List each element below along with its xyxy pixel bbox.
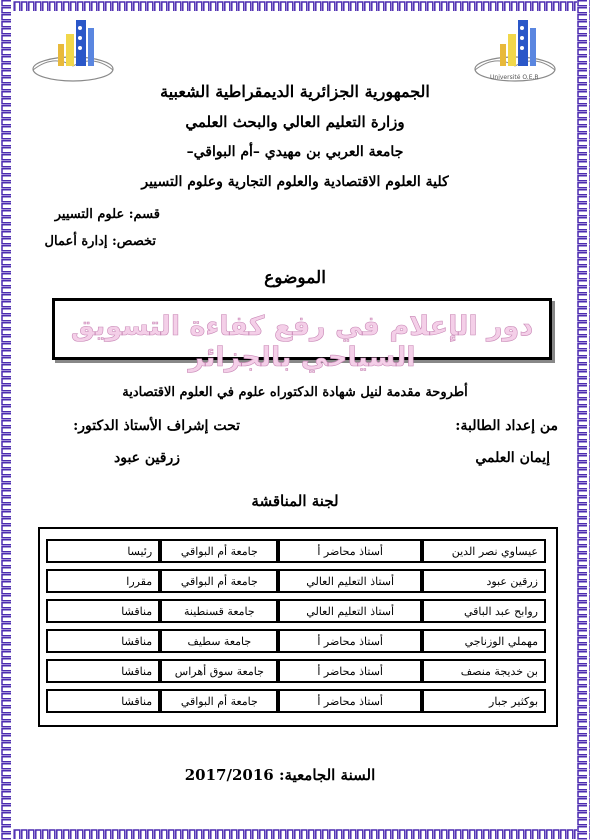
republic-name: الجمهورية الجزائرية الديمقراطية الشعبية (160, 82, 430, 101)
academic-year-value: 2017/2016 (184, 766, 274, 784)
supervisor-name: زرقين عبود (113, 450, 180, 466)
jury-member-institution: جامعة قسنطينة (160, 599, 278, 623)
jury-member-rank: أستاذ محاضر أ (278, 539, 421, 563)
jury-member-rank: أستاذ التعليم العالي (278, 599, 421, 623)
jury-table (46, 533, 546, 719)
university-name: جامعة العربي بن مهيدي –أم البواقي– (186, 144, 404, 160)
academic-year-label: السنة الجامعية: (278, 766, 376, 784)
specialty-label: تخصص: إدارة أعمال (44, 234, 156, 249)
jury-member-rank: أستاذ التعليم العالي (278, 569, 421, 593)
table-row (46, 629, 546, 653)
jury-member-name: بن خديجة منصف (422, 659, 546, 683)
student-name: إيمان العلمي (475, 450, 550, 466)
thesis-title: دور الإعلام في رفع كفاءة التسويق السياحي بالجزائر (70, 311, 534, 373)
jury-member-role: مناقشا (46, 629, 160, 653)
supervisor-label: تحت إشراف الأستاذ الدكتور: (73, 418, 240, 434)
jury-member-role: مقررا (46, 569, 160, 593)
ministry-name: وزارة التعليم العالي والبحث العلمي (185, 113, 405, 131)
jury-member-rank: أستاذ محاضر أ (278, 659, 421, 683)
jury-member-role: مناقشا (46, 659, 160, 683)
jury-member-institution: جامعة سطيف (160, 629, 278, 653)
prepared-by-label: من إعداد الطالبة: (455, 418, 558, 434)
jury-member-name: مهملي الوزناجي (422, 629, 546, 653)
jury-member-rank: أستاذ محاضر أ (278, 629, 421, 653)
table-row (46, 539, 546, 563)
jury-member-role: مناقشا (46, 599, 160, 623)
academic-year-line (150, 766, 410, 784)
thesis-subtitle: أطروحة مقدمة لنيل شهادة الدكتوراه علوم في العلوم الاقتصادية (122, 385, 468, 400)
thesis-title-box (52, 298, 552, 373)
faculty-name: كلية العلوم الاقتصادية والعلوم التجارية وعلوم التسيير (141, 174, 449, 190)
jury-member-role: مناقشا (46, 689, 160, 713)
jury-member-name: زرقين عبود (422, 569, 546, 593)
table-row (46, 689, 546, 713)
table-row (46, 569, 546, 593)
jury-member-rank: أستاذ محاضر أ (278, 689, 421, 713)
jury-member-institution: جامعة أم البواقي (160, 689, 278, 713)
jury-member-name: عيساوي نصر الدين (422, 539, 546, 563)
jury-member-institution: جامعة سوق أهراس (160, 659, 278, 683)
logo-caption: Université O.E.B (490, 74, 539, 81)
university-logo-left (28, 14, 118, 92)
jury-member-name: بوكثير جبار (422, 689, 546, 713)
jury-member-institution: جامعة أم البواقي (160, 569, 278, 593)
subject-heading: الموضوع (264, 268, 326, 288)
table-row (46, 599, 546, 623)
jury-member-name: روابح عبد الباقي (422, 599, 546, 623)
table-row (46, 659, 546, 683)
jury-member-institution: جامعة أم البواقي (160, 539, 278, 563)
department-label: قسم: علوم التسيير (54, 207, 160, 222)
jury-heading: لجنة المناقشة (251, 492, 339, 510)
jury-member-role: رئيسا (46, 539, 160, 563)
